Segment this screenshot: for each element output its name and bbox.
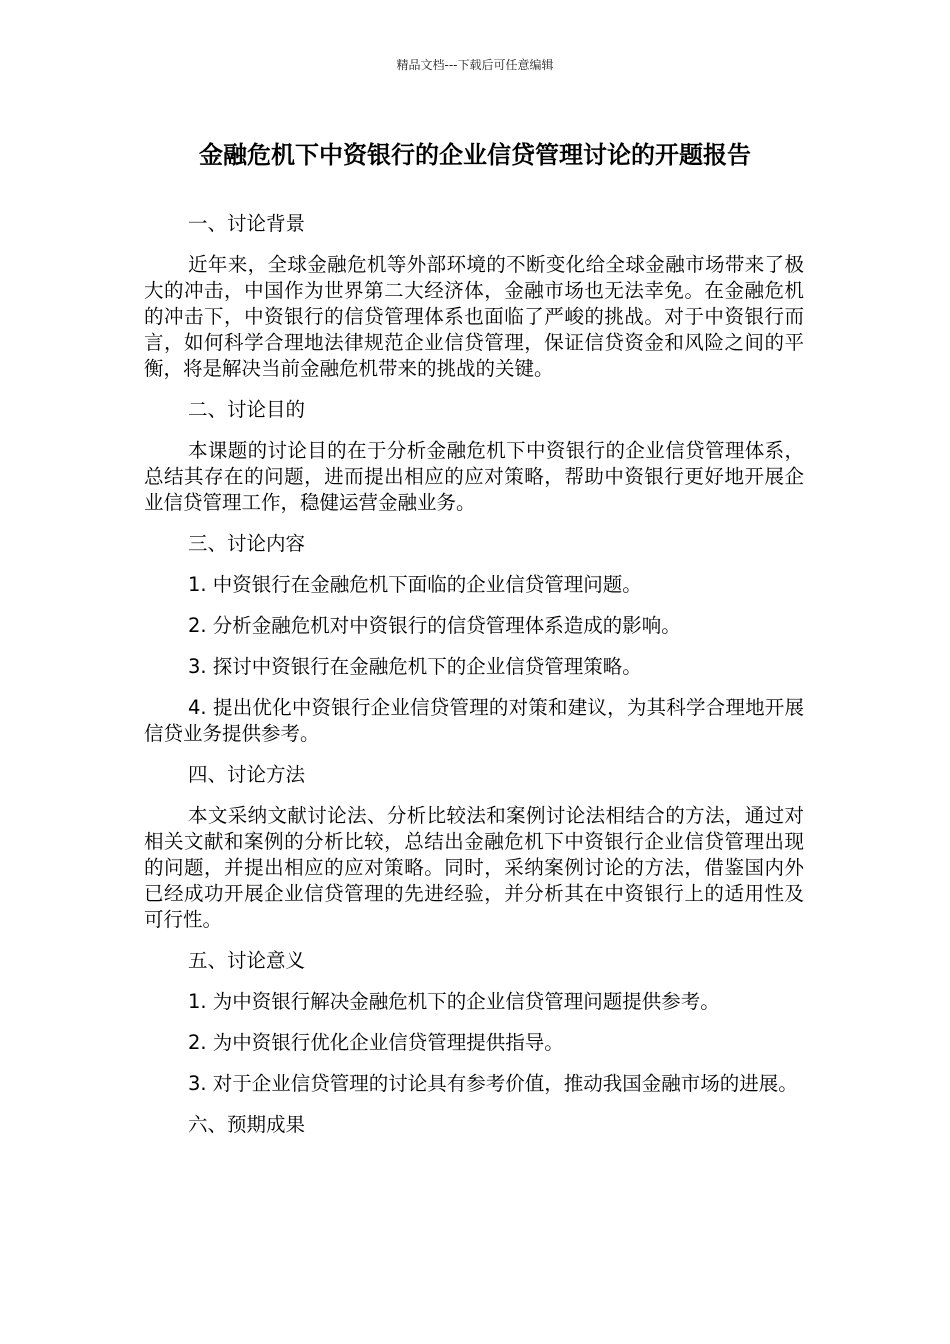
section-heading-method: 四、讨论方法 xyxy=(188,763,306,786)
list-item-significance-2: 2. 为中资银行优化企业信贷管理提供指导。 xyxy=(188,1031,564,1054)
document-title: 金融危机下中资银行的企业信贷管理讨论的开题报告 xyxy=(199,141,751,169)
paragraph-purpose: 本课题的讨论目的在于分析金融危机下中资银行的企业信贷管理体系，总结其存在的问题，进而提出相应的应对策略，帮助中资银行更好地开展企业信贷管理工作，稳健运营金融业务。 xyxy=(144,439,804,514)
list-item-content-1: 1. 中资银行在金融危机下面临的企业信贷管理问题。 xyxy=(188,573,642,596)
section-heading-expected-results: 六、预期成果 xyxy=(188,1113,306,1136)
list-item-significance-1: 1. 为中资银行解决金融危机下的企业信贷管理问题提供参考。 xyxy=(188,990,720,1013)
paragraph-background: 近年来，全球金融危机等外部环境的不断变化给全球金融市场带来了极大的冲击，中国作为世界第二大经济体，金融市场也无法幸免。在金融危机的冲击下，中资银行的信贷管理体系也面临了严峻的挑战。对于中资银行而言，如何科学合理地法律规范企业信贷管理，保证信贷资金和风险之间的平衡，将是解决当前金融危机带来的挑战的关键。 xyxy=(144,253,804,380)
paragraph-method: 本文采纳文献讨论法、分析比较法和案例讨论法相结合的方法，通过对相关文献和案例的分析比较，总结出金融危机下中资银行企业信贷管理出现的问题，并提出相应的应对策略。同时，采纳案例讨论的方法，借鉴国内外已经成功开展企业信贷管理的先进经验，并分析其在中资银行上的适用性及可行性。 xyxy=(144,804,804,931)
list-item-content-4: 4. 提出优化中资银行企业信贷管理的对策和建议，为其科学合理地开展信贷业务提供参考。 xyxy=(144,696,804,745)
list-item-content-3: 3. 探讨中资银行在金融危机下的企业信贷管理策略。 xyxy=(188,655,642,678)
document-body xyxy=(144,211,804,1153)
section-heading-content: 三、讨论内容 xyxy=(188,532,306,555)
section-heading-purpose: 二、讨论目的 xyxy=(188,398,306,421)
list-item-significance-3: 3. 对于企业信贷管理的讨论具有参考价值，推动我国金融市场的进展。 xyxy=(188,1072,798,1095)
page-header-note: 精品文档---下载后可任意编辑 xyxy=(396,58,554,72)
section-heading-background: 一、讨论背景 xyxy=(188,212,306,235)
section-heading-significance: 五、讨论意义 xyxy=(188,949,306,972)
list-item-content-2: 2. 分析金融危机对中资银行的信贷管理体系造成的影响。 xyxy=(188,614,681,637)
